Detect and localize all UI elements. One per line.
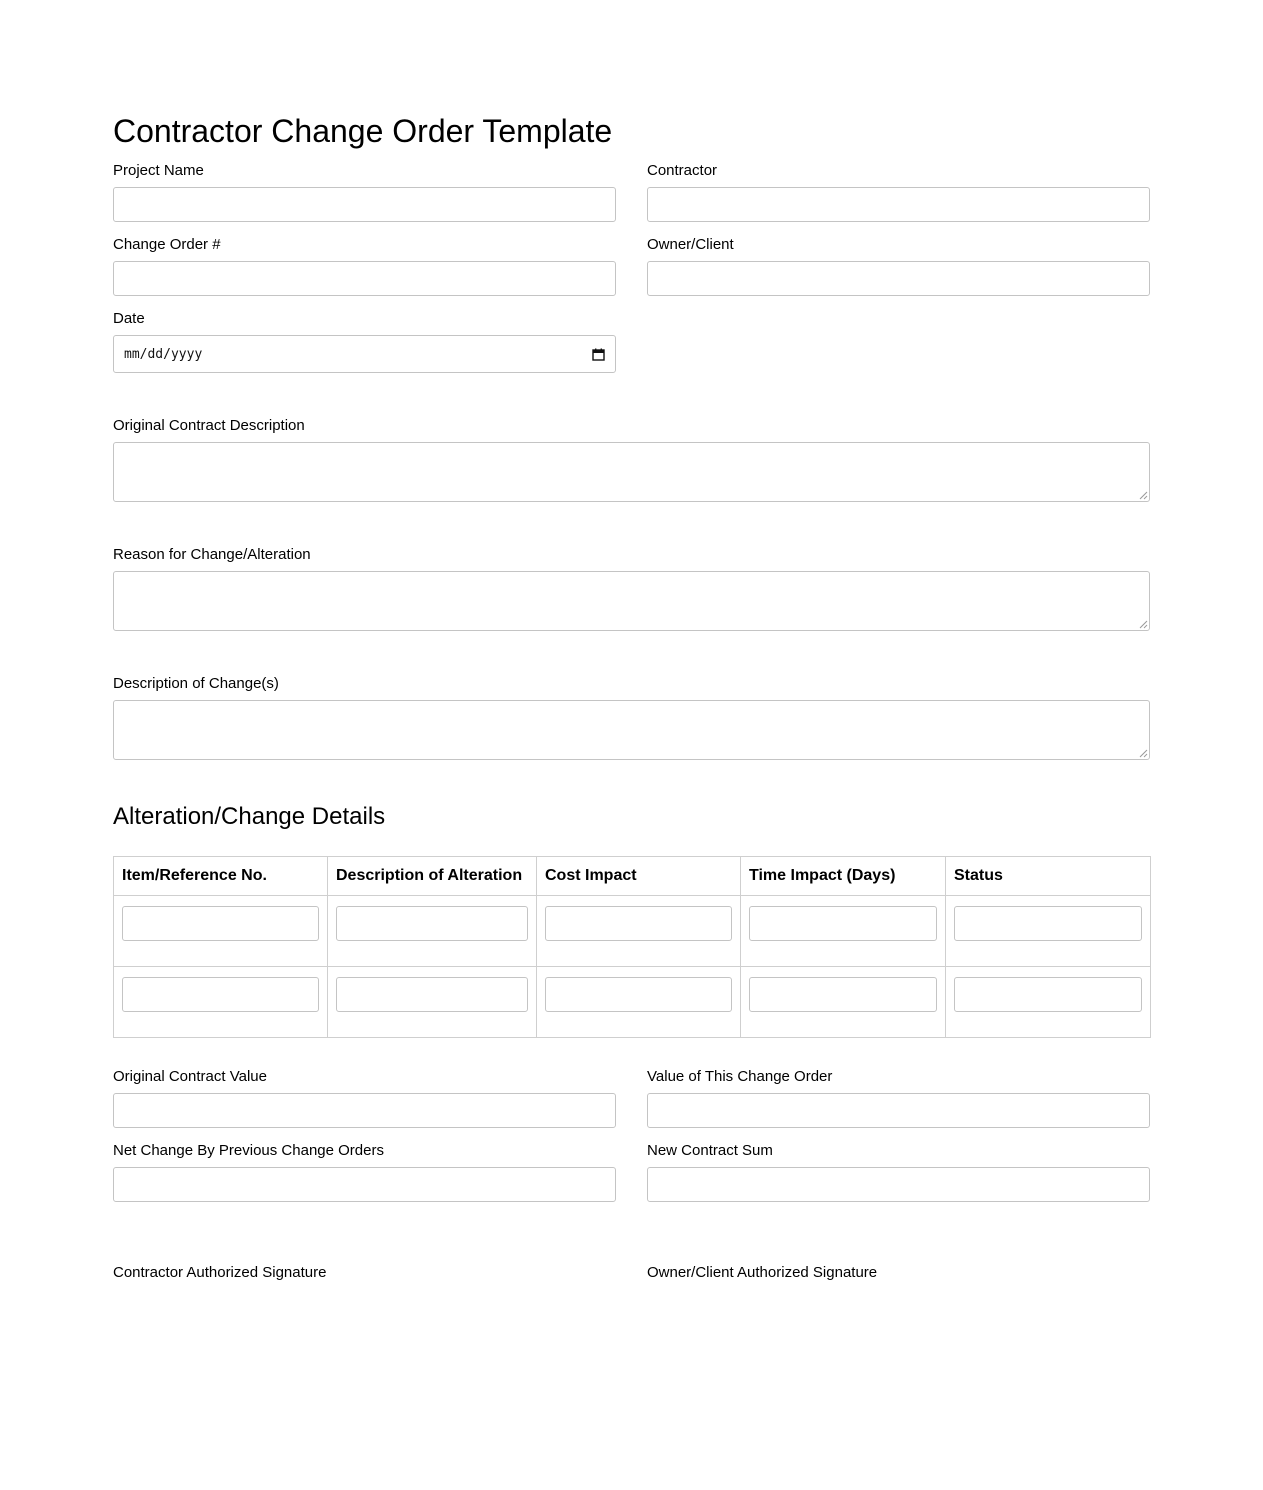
reason-for-change-textarea[interactable] <box>113 571 1150 631</box>
alteration-description-input[interactable] <box>336 977 528 1012</box>
cost-impact-input[interactable] <box>545 906 732 941</box>
reason-for-change-label: Reason for Change/Alteration <box>113 546 311 563</box>
contractor-signature-label: Contractor Authorized Signature <box>113 1264 327 1281</box>
net-change-previous-group <box>113 1142 616 1202</box>
change-order-value-group <box>647 1068 1150 1128</box>
contractor-group <box>647 162 1150 222</box>
page-title: Contractor Change Order Template <box>113 113 613 149</box>
column-header: Cost Impact <box>537 857 741 896</box>
date-input[interactable] <box>113 335 616 373</box>
description-of-changes-textarea[interactable] <box>113 700 1150 760</box>
original-contract-value-input[interactable] <box>113 1093 616 1128</box>
date-placeholder: mm/dd/yyyy <box>124 346 203 362</box>
column-header: Description of Alteration <box>328 857 537 896</box>
change-order-number-input[interactable] <box>113 261 616 296</box>
time-impact-input[interactable] <box>749 977 937 1012</box>
table-row <box>114 896 1151 967</box>
item-reference-input[interactable] <box>122 977 319 1012</box>
table-header-row <box>114 857 1151 896</box>
original-contract-description-group <box>113 417 1150 502</box>
details-heading: Alteration/Change Details <box>113 803 386 830</box>
description-of-changes-group <box>113 675 1150 760</box>
cost-impact-input[interactable] <box>545 977 732 1012</box>
change-order-value-input[interactable] <box>647 1093 1150 1128</box>
description-of-changes-label: Description of Change(s) <box>113 675 279 692</box>
change-order-number-label: Change Order # <box>113 236 221 253</box>
time-impact-input[interactable] <box>749 906 937 941</box>
resize-grip-icon[interactable] <box>1139 620 1148 629</box>
status-input[interactable] <box>954 977 1142 1012</box>
change-order-value-label: Value of This Change Order <box>647 1068 833 1085</box>
project-name-group <box>113 162 616 222</box>
alteration-details-table <box>113 856 1151 1038</box>
column-header: Item/Reference No. <box>114 857 328 896</box>
status-input[interactable] <box>954 906 1142 941</box>
original-contract-value-group <box>113 1068 616 1128</box>
date-label: Date <box>113 310 145 327</box>
owner-client-input[interactable] <box>647 261 1150 296</box>
item-reference-input[interactable] <box>122 906 319 941</box>
net-change-previous-label: Net Change By Previous Change Orders <box>113 1142 384 1159</box>
table-row <box>114 967 1151 1038</box>
column-header: Status <box>946 857 1151 896</box>
net-change-previous-input[interactable] <box>113 1167 616 1202</box>
reason-for-change-group <box>113 546 1150 631</box>
calendar-icon[interactable] <box>592 348 605 361</box>
change-order-number-group <box>113 236 616 296</box>
owner-client-group <box>647 236 1150 296</box>
contractor-input[interactable] <box>647 187 1150 222</box>
contractor-label: Contractor <box>647 162 718 179</box>
alteration-description-input[interactable] <box>336 906 528 941</box>
date-group <box>113 310 616 373</box>
original-contract-description-textarea[interactable] <box>113 442 1150 502</box>
project-name-label: Project Name <box>113 162 204 179</box>
project-name-input[interactable] <box>113 187 616 222</box>
owner-client-label: Owner/Client <box>647 236 734 253</box>
original-contract-value-label: Original Contract Value <box>113 1068 267 1085</box>
new-contract-sum-input[interactable] <box>647 1167 1150 1202</box>
new-contract-sum-group <box>647 1142 1150 1202</box>
new-contract-sum-label: New Contract Sum <box>647 1142 773 1159</box>
resize-grip-icon[interactable] <box>1139 749 1148 758</box>
owner-client-signature-label: Owner/Client Authorized Signature <box>647 1264 878 1281</box>
resize-grip-icon[interactable] <box>1139 491 1148 500</box>
column-header: Time Impact (Days) <box>741 857 946 896</box>
original-contract-description-label: Original Contract Description <box>113 417 305 434</box>
